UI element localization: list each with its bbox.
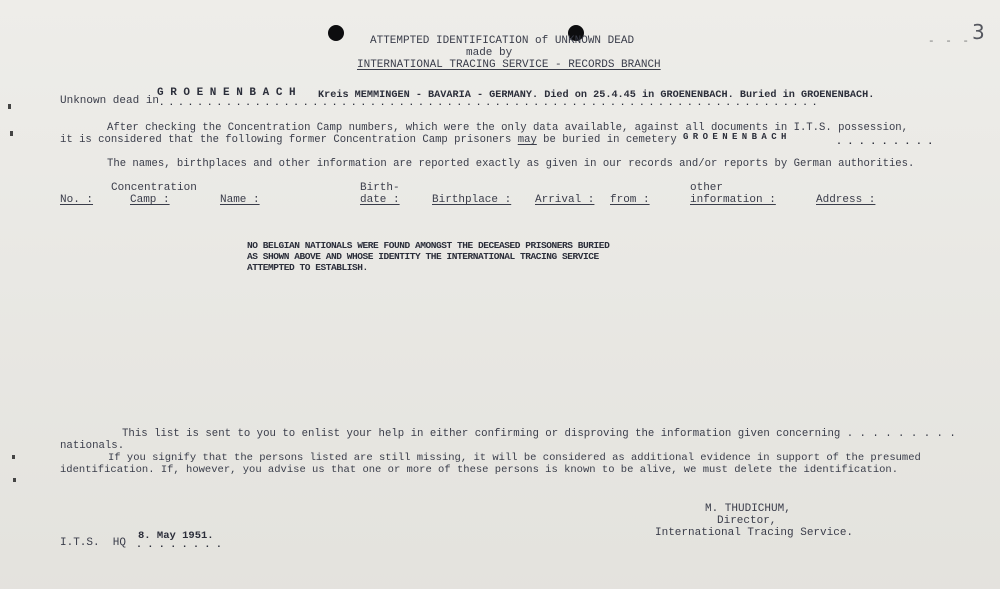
col-name: Name : (220, 194, 260, 206)
cemetery-name: G R O E N E N B A C H (683, 132, 786, 142)
punch-hole-left (328, 25, 344, 41)
date-dots: . . . . . . . . (136, 540, 222, 551)
col-birthdate: date : (360, 194, 400, 206)
col-address: Address : (816, 194, 876, 206)
col-from: from : (610, 194, 650, 206)
paragraph-checking-line2-start: it is considered that the following former Concentration Camp prisoners (60, 134, 512, 146)
notice-line1: NO BELGIAN NATIONALS WERE FOUND AMONGST THE DECEASED PRISONERS BURIED (247, 240, 610, 251)
closing-line3: If you signify that the persons listed are still missing, it will be considered as additional evidence in support of the presumed (108, 452, 921, 464)
col-camp: Camp : (130, 194, 170, 206)
notice-line3: ATTEMPTED TO ESTABLISH. (247, 262, 368, 273)
unknown-dead-place: G R O E N E N B A C H (157, 87, 296, 99)
col-arrival: Arrival : (535, 194, 595, 206)
margin-mark (10, 131, 13, 136)
paragraph-names-note: The names, birthplaces and other information are reported exactly as given in our records and/or reports by German authorities. (107, 158, 915, 170)
paragraph-checking-line1: After checking the Concentration Camp numbers, which were the only data available, against all documents in I.T.S. possession, (107, 122, 909, 134)
document-date: 8. May 1951. (138, 530, 214, 542)
paragraph-checking-line2-end: be buried in cemetery (543, 134, 677, 146)
col-no: No. : (60, 194, 94, 206)
margin-mark (12, 455, 15, 459)
col-birthplace: Birthplace : (432, 194, 512, 206)
col-birth-top: Birth- (360, 182, 400, 194)
issuing-organization: INTERNATIONAL TRACING SERVICE - RECORDS BRANCH (357, 59, 661, 71)
unknown-dead-details: Kreis MEMMINGEN - BAVARIA - GERMANY. Died on 25.4.45 in GROENENBACH. Buried in GROENENBACH. (318, 90, 875, 101)
closing-line4: identification. If, however, you advise us that one or more of these persons is known to be alive, we must delete the identification. (60, 464, 899, 476)
closing-line2: nationals. (60, 440, 125, 452)
notice-line2: AS SHOWN ABOVE AND WHOSE IDENTITY THE INTERNATIONAL TRACING SERVICE (247, 251, 599, 262)
its-hq-reference: I.T.S. HQ (60, 537, 127, 549)
unknown-dead-dots: . . . . . . . . . . . . . . . . . . . . . . . . . . . . . . . . . . . . . . . . . . . . . . . . . . . . . . . . . . . . . . . . . . . . . (159, 98, 817, 108)
signer-role: Director, (717, 515, 777, 527)
document-title: ATTEMPTED IDENTIFICATION of UNKNOWN DEAD (370, 35, 635, 47)
margin-mark (8, 104, 11, 109)
corner-dash: - - - (928, 36, 972, 48)
col-other-top: other (690, 182, 724, 194)
signer-organization: International Tracing Service. (655, 527, 854, 539)
signer-name: M. THUDICHUM, (705, 503, 791, 515)
unknown-dead-prefix: Unknown dead in (60, 95, 160, 107)
margin-mark (13, 478, 16, 482)
col-other: information : (690, 194, 776, 206)
closing-line1: This list is sent to you to enlist your help in either confirming or disproving the information given concerning . . . . . . . . . (122, 428, 956, 440)
col-camp-top: Concentration (111, 182, 197, 194)
cemetery-dots: . . . . . . . . . (836, 137, 933, 148)
made-by-label: made by (466, 47, 513, 59)
paragraph-checking-line2a (60, 134, 677, 147)
may-word: may (517, 134, 537, 146)
page-number: 3 (972, 20, 985, 44)
